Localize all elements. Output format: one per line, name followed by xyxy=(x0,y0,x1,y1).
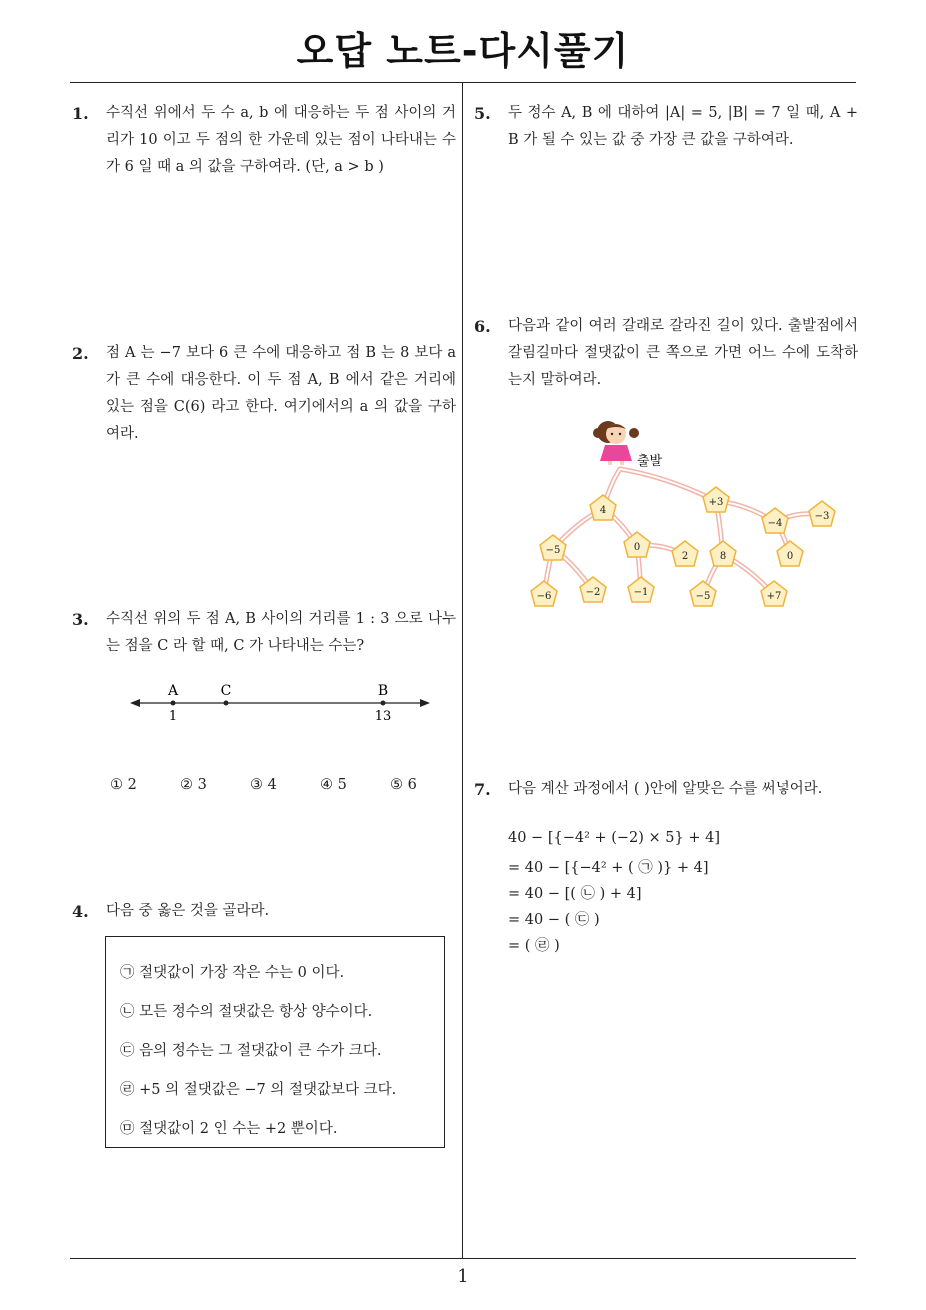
calc-line: = 40 − [{−4² + ( ㉠ )} + 4] xyxy=(508,860,709,876)
question-text: 다음과 같이 여러 갈래로 갈라진 길이 있다. 출발점에서 갈림길마다 절댓값이 큰 쪽으로 가면 어느 수에 도착하는지 말하여라. xyxy=(508,318,858,388)
tree-node xyxy=(809,501,835,526)
point-c xyxy=(224,701,229,706)
tree-node-label: 2 xyxy=(681,551,689,562)
tree-node xyxy=(628,577,654,602)
question-text: 다음 계산 과정에서 ( )안에 알맞은 수를 써넣어라. xyxy=(508,781,823,797)
question-2 xyxy=(72,340,456,460)
question-number: 2. xyxy=(72,344,89,363)
calc-line: = ( ㉣ ) xyxy=(508,938,560,954)
question-number: 4. xyxy=(72,902,89,921)
footer-rule xyxy=(70,1258,856,1259)
statement-item: ㉤ 절댓값이 2 인 수는 +2 뿐이다. xyxy=(120,1121,338,1137)
choice-5[interactable]: ⑤ 6 xyxy=(390,777,417,793)
tree-node xyxy=(762,508,788,533)
calc-line: = 40 − [( ㉡ ) + 4] xyxy=(508,886,642,902)
value-a: 1 xyxy=(168,709,178,724)
tree-node xyxy=(672,541,698,566)
column-divider xyxy=(462,82,463,1259)
point-b xyxy=(381,701,386,706)
question-6 xyxy=(474,313,858,403)
question-text: 점 A 는 −7 보다 6 큰 수에 대응하고 점 B 는 8 보다 a 가 큰 수에 대응한다. 이 두 점 A, B 에서 같은 거리에 있는 점을 C(6) 라고 한다. 여기에서의 a 의 값을 구하여라. xyxy=(106,345,456,442)
point-a xyxy=(171,701,176,706)
question-text: 수직선 위의 두 점 A, B 사이의 거리를 1 : 3 으로 나누는 점을 C 라 할 때, C 가 나타내는 수는? xyxy=(106,611,456,654)
tree-node-label: −5 xyxy=(695,591,711,602)
number-line xyxy=(120,676,440,732)
page-number: 1 xyxy=(457,1266,469,1287)
choice-2[interactable]: ② 3 xyxy=(180,777,207,793)
question-number: 1. xyxy=(72,104,89,123)
question-4 xyxy=(72,898,456,928)
calc-line: = 40 − ( ㉢ ) xyxy=(508,912,600,928)
value-b: 13 xyxy=(374,709,392,724)
choice-1[interactable]: ① 2 xyxy=(110,777,137,793)
tree-node-label: 0 xyxy=(786,551,794,562)
statement-item: ㉡ 모든 정수의 절댓값은 항상 양수이다. xyxy=(120,1004,373,1020)
statement-item: ㉢ 음의 정수는 그 절댓값이 큰 수가 크다. xyxy=(120,1043,382,1059)
girl-icon xyxy=(593,421,639,465)
path-tree-diagram xyxy=(520,405,850,615)
tree-node xyxy=(690,581,716,606)
tree-node xyxy=(703,487,729,512)
tree-path xyxy=(620,469,716,501)
tree-node-label: −1 xyxy=(633,587,649,598)
choice-4[interactable]: ④ 5 xyxy=(320,777,347,793)
tree-node-label: +7 xyxy=(766,591,782,602)
header-rule xyxy=(70,82,856,83)
question-text: 다음 중 옳은 것을 골라라. xyxy=(106,903,270,919)
tree-node xyxy=(531,581,557,606)
calc-line: 40 − [{−4² + (−2) × 5} + 4] xyxy=(508,830,721,846)
tree-node xyxy=(777,541,803,566)
statement-item: ㉠ 절댓값이 가장 작은 수는 0 이다. xyxy=(120,965,345,981)
question-7 xyxy=(474,776,858,836)
tree-node-label: −5 xyxy=(545,545,561,556)
question-1 xyxy=(72,100,456,190)
question-number: 6. xyxy=(474,317,491,336)
label-a: A xyxy=(167,683,179,699)
start-label: 출발 xyxy=(637,454,663,469)
statement-item: ㉣ +5 의 절댓값은 −7 의 절댓값보다 크다. xyxy=(120,1082,397,1098)
tree-node xyxy=(710,541,736,566)
question-text: 두 정수 A, B 에 대하여 |A| = 5, |B| = 7 일 때, A + B 가 될 수 있는 값 중 가장 큰 값을 구하여라. xyxy=(508,105,858,148)
tree-node-label: −2 xyxy=(585,587,601,598)
question-number: 7. xyxy=(474,780,491,799)
page-title: 오답 노트-다시풀기 xyxy=(296,29,630,73)
question-text: 수직선 위에서 두 수 a, b 에 대응하는 두 점 사이의 거리가 10 이고 두 점의 한 가운데 있는 점이 나타내는 수가 6 일 때 a 의 값을 구하여라. (단, a > b ) xyxy=(106,105,456,175)
question-3 xyxy=(72,606,456,666)
tree-node xyxy=(590,495,616,520)
tree-node-label: −4 xyxy=(767,518,783,529)
choice-3[interactable]: ③ 4 xyxy=(250,777,277,793)
question-5 xyxy=(474,100,858,160)
question-number: 5. xyxy=(474,104,491,123)
tree-node-label: −3 xyxy=(814,511,830,522)
question-number: 3. xyxy=(72,610,89,629)
tree-node-label: +3 xyxy=(708,497,724,508)
tree-node-label: 8 xyxy=(719,551,727,562)
label-b: B xyxy=(377,683,389,699)
tree-node-label: 4 xyxy=(599,505,607,516)
tree-node-label: −6 xyxy=(536,591,552,602)
tree-node-label: 0 xyxy=(633,542,641,553)
statement-box xyxy=(105,936,445,1148)
label-c: C xyxy=(220,683,232,699)
